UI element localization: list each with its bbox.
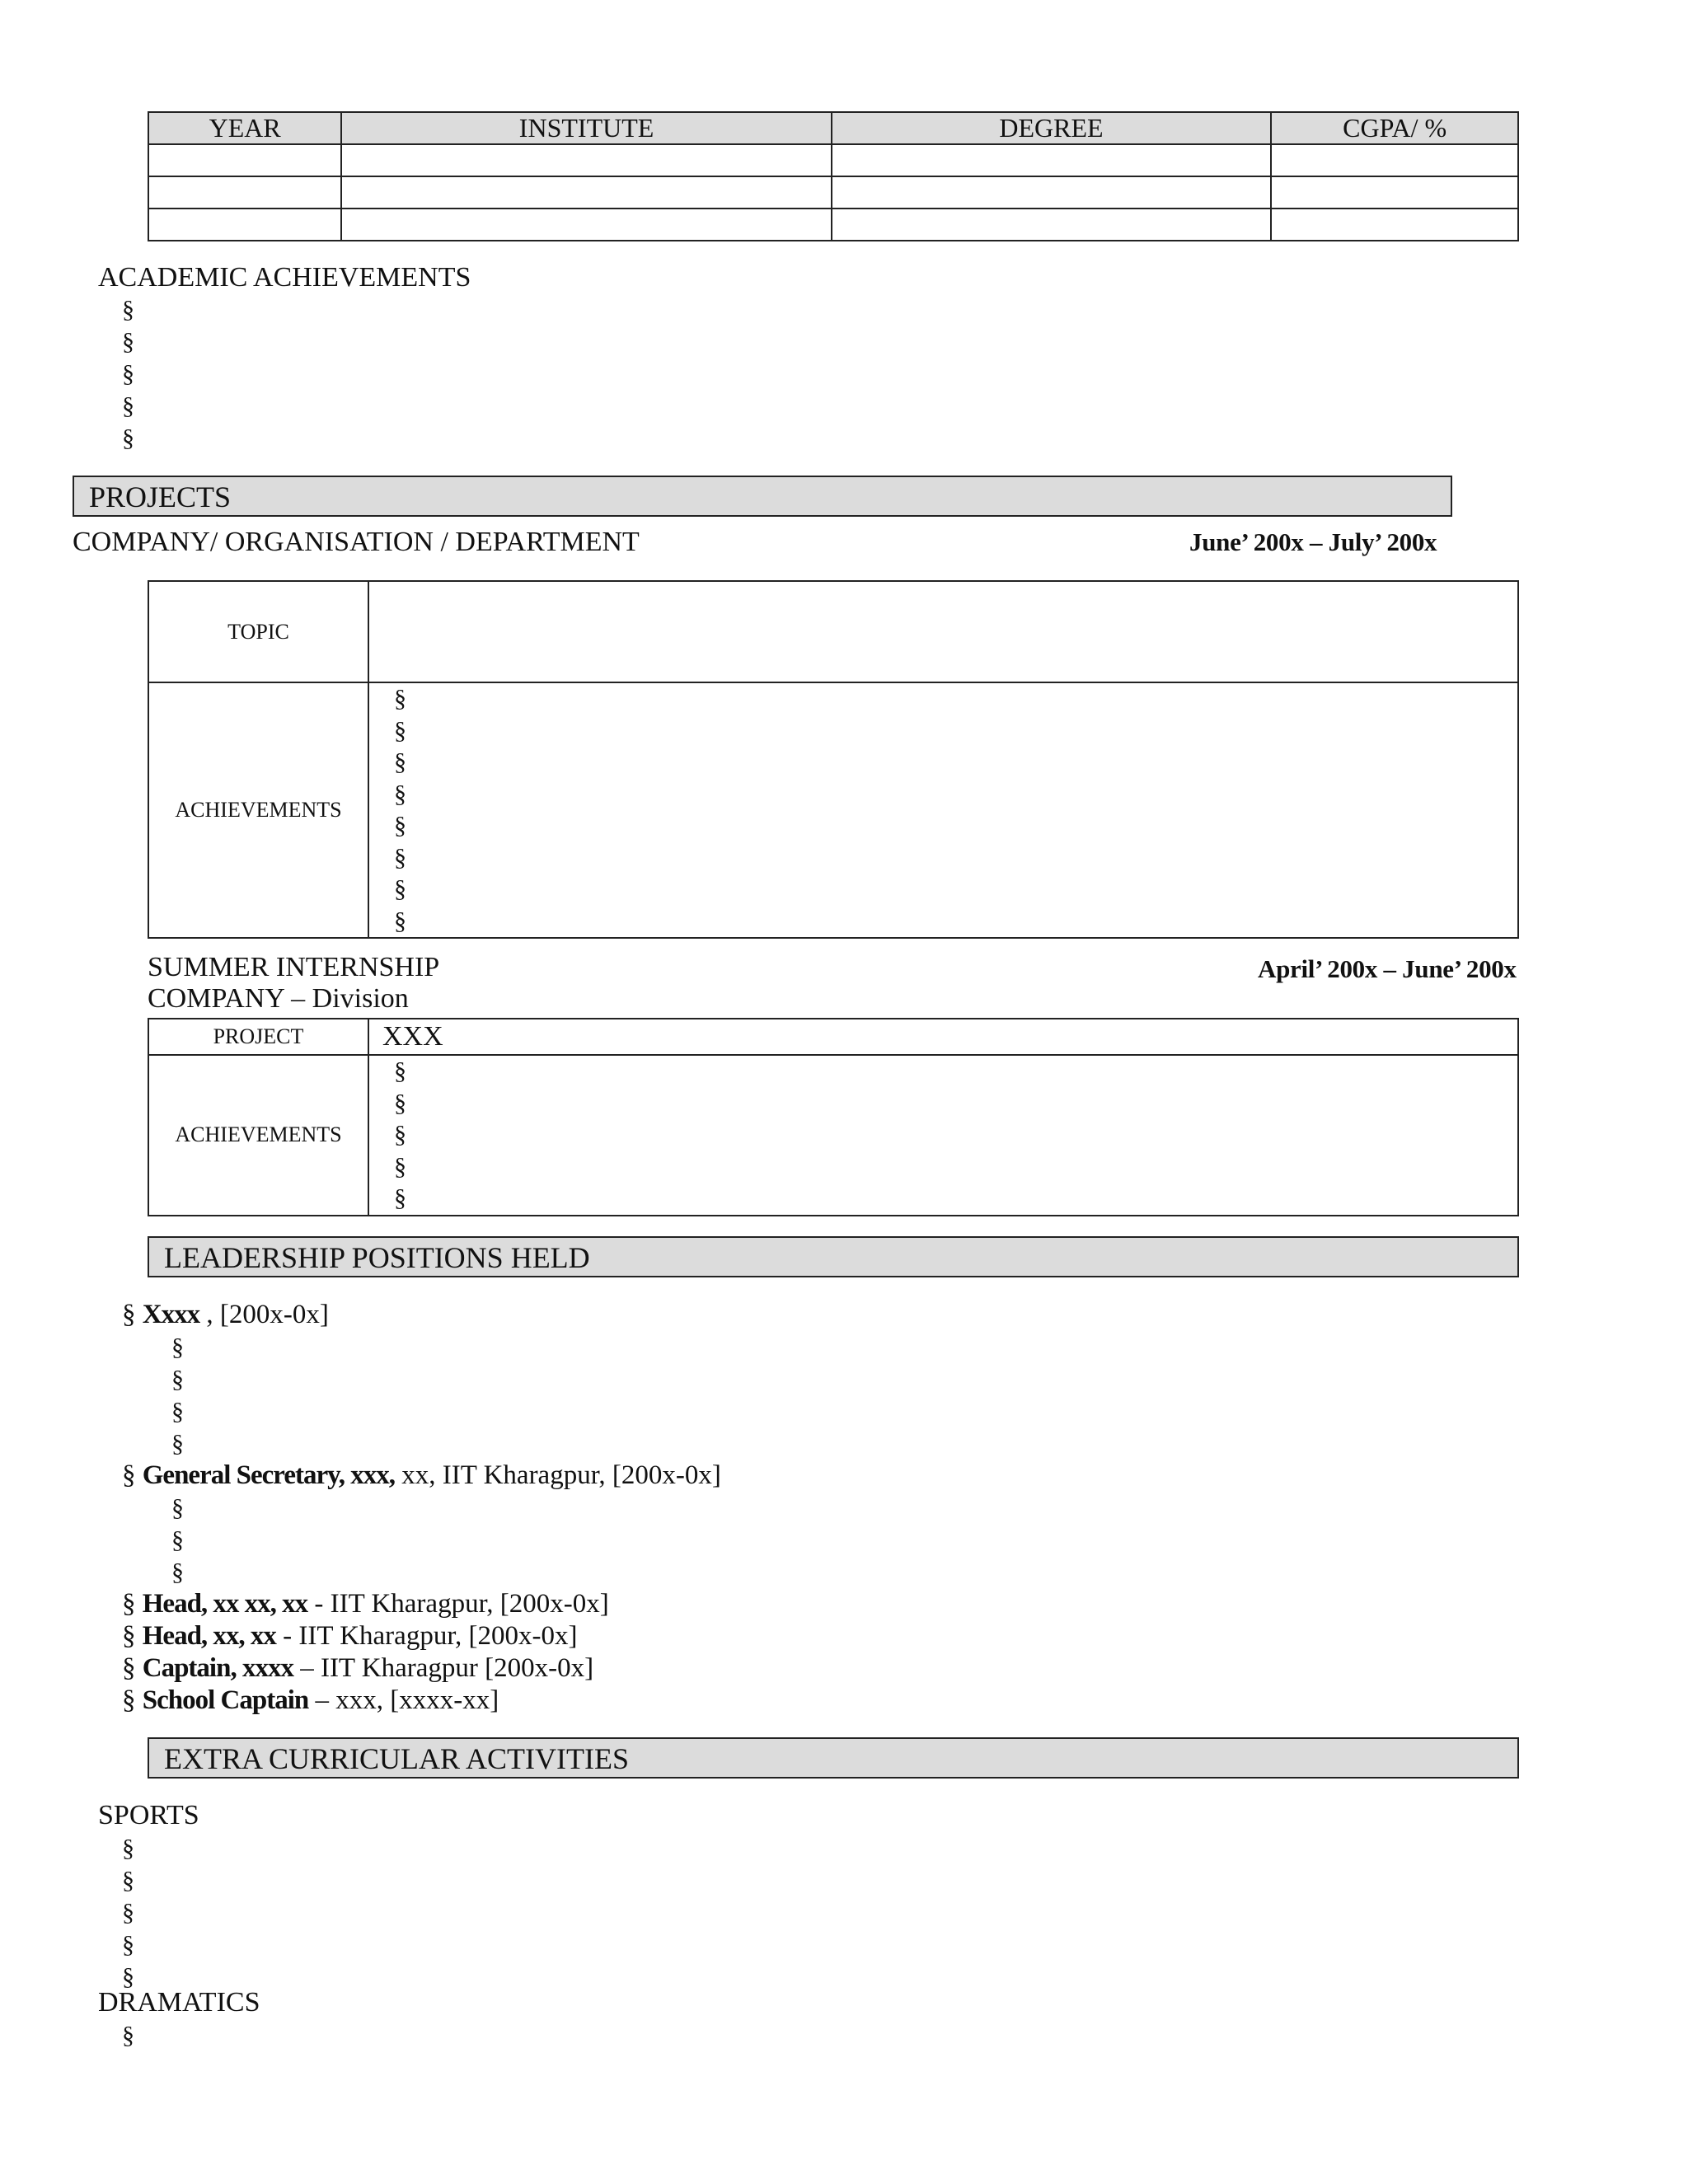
table-cell [832,176,1272,209]
bullet: § [122,2022,134,2049]
header-year: YEAR [148,112,341,144]
leadership-role: Head, xx, xx [142,1621,276,1651]
leadership-item [122,1460,1523,1492]
bullet: § [394,1184,406,1212]
achievements-bullets [368,682,1518,938]
bullet: § [394,812,406,839]
bullet: § [122,1300,136,1329]
leadership-item [122,1620,1523,1652]
table-cell [1271,209,1518,241]
projects-date-range: June’ 200x – July’ 200x [1189,527,1437,556]
topic-value [368,581,1518,682]
achievements-label: ACHIEVEMENTS [148,1055,368,1216]
sub-bullet: § [171,1526,184,1554]
bullet: § [122,328,134,355]
table-cell [148,209,341,241]
table-cell [341,176,831,209]
education-header-row [148,112,1518,144]
leadership-role: Xxxx [142,1300,200,1329]
table-cell [148,176,341,209]
table-cell [832,144,1272,176]
internship-table [148,1018,1519,1216]
bullet: § [122,1621,136,1651]
bullet: § [394,875,406,902]
leadership-item [122,1652,1523,1685]
bullet: § [122,392,134,419]
table-cell [832,209,1272,241]
leadership-item [122,1588,1523,1620]
topic-label: TOPIC [148,581,368,682]
header-institute: INSTITUTE [341,112,831,144]
bullet: § [122,1963,134,1990]
bullet: § [122,1931,134,1958]
bullet: § [122,424,134,452]
topic-row [148,581,1518,682]
sub-bullet: § [171,1366,184,1393]
bullet: § [394,1121,406,1148]
bullet: § [394,685,406,712]
academic-bullet-list [122,293,134,454]
project-label: PROJECT [148,1019,368,1055]
header-degree: DEGREE [832,112,1272,144]
header-cgpa: CGPA/ % [1271,112,1518,144]
bullet: § [394,907,406,935]
leadership-detail: xx, IIT Kharagpur, [200x-0x] [395,1460,721,1490]
bullet: § [394,1152,406,1180]
leadership-detail: – xxx, [xxxx-xx] [308,1685,499,1715]
bullet: § [122,1899,134,1926]
bullet: § [122,1460,136,1490]
leadership-detail: - IIT Kharagpur, [200x-0x] [307,1589,609,1619]
leadership-role: General Secretary, xxx, [142,1460,396,1490]
sports-bullet-list [122,1832,134,1993]
bullet: § [394,1057,406,1085]
table-row [148,144,1518,176]
education-table [148,111,1519,241]
projects-company-line: COMPANY/ ORGANISATION / DEPARTMENT [73,527,640,557]
project-value: XXX [368,1019,1518,1055]
sub-bullet: § [171,1494,184,1521]
extra-curricular-section-band: EXTRA CURRICULAR ACTIVITIES [148,1737,1519,1779]
leadership-list [122,1299,1523,1717]
sub-bullet: § [171,1558,184,1586]
internship-title: SUMMER INTERNSHIP [148,952,440,982]
table-cell [1271,144,1518,176]
project-row [148,1019,1518,1055]
bullet: § [122,1835,134,1862]
internship-company: COMPANY – Division [148,983,409,1014]
sub-bullet: § [171,1398,184,1425]
table-cell [1271,176,1518,209]
bullet: § [394,716,406,744]
projects-section-band: PROJECTS [73,476,1452,517]
achievements-row [148,682,1518,938]
academic-achievements-title: ACADEMIC ACHIEVEMENTS [98,262,471,293]
leadership-detail: – IIT Kharagpur [200x-0x] [293,1653,594,1683]
dramatics-title: DRAMATICS [98,1987,260,2018]
leadership-role: Head, xx xx, xx [142,1589,308,1619]
leadership-role: School Captain [142,1685,309,1715]
bullet: § [394,1089,406,1117]
achievements-bullets [368,1055,1518,1216]
table-cell [148,144,341,176]
leadership-item [122,1299,1523,1331]
bullet: § [122,1685,136,1715]
dramatics-bullet-list [122,2019,134,2051]
project-table [148,580,1519,939]
table-cell [341,144,831,176]
internship-date-range: April’ 200x – June’ 200x [1258,954,1517,983]
bullet: § [394,843,406,871]
table-row [148,176,1518,209]
bullet: § [122,1653,136,1683]
leadership-detail: , [200x-0x] [199,1300,329,1329]
leadership-detail: - IIT Kharagpur, [200x-0x] [275,1621,578,1651]
leadership-item [122,1685,1523,1717]
leadership-role: Captain, xxxx [142,1653,293,1683]
achievements-row [148,1055,1518,1216]
bullet: § [122,1867,134,1894]
table-cell [341,209,831,241]
sub-bullet: § [171,1430,184,1457]
bullet: § [122,360,134,387]
bullet: § [394,780,406,808]
bullet: § [122,1589,136,1619]
sports-title: SPORTS [98,1800,199,1830]
achievements-label: ACHIEVEMENTS [148,682,368,938]
bullet: § [122,296,134,323]
table-row [148,209,1518,241]
bullet: § [394,748,406,776]
sub-bullet: § [171,1333,184,1361]
leadership-section-band: LEADERSHIP POSITIONS HELD [148,1236,1519,1277]
